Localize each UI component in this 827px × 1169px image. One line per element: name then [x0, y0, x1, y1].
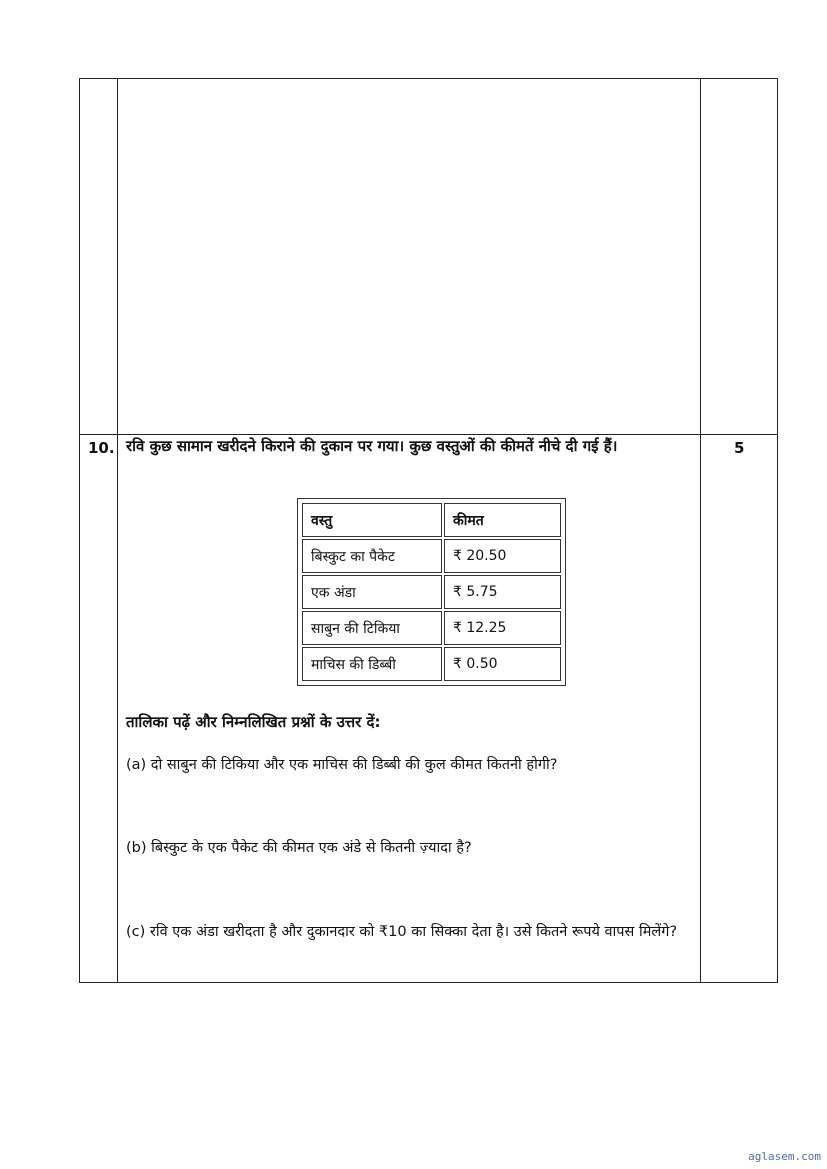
item-name: माचिस की डिब्बी [302, 647, 442, 681]
subquestion-b: (b) बिस्कुट के एक पैकेट की कीमत एक अंडे से कितनी ज़्यादा है? [126, 840, 472, 856]
question-number: 10. [88, 439, 115, 457]
item-price: ₹ 20.50 [444, 539, 561, 573]
table-row [302, 539, 561, 573]
instruction: तालिका पढ़ें और निम्नलिखित प्रश्नों के उत्तर दें: [126, 713, 381, 731]
item-name: बिस्कुट का पैकेट [302, 539, 442, 573]
column-divider-right [700, 79, 701, 982]
header-price: कीमत [444, 503, 561, 537]
item-price: ₹ 0.50 [444, 647, 561, 681]
question-table [79, 78, 778, 983]
subquestion-c: (c) रवि एक अंडा खरीदता है और दुकानदार को ₹10 का सिक्का देता है। उसे कितने रूपये वापस मिलेंगे? [126, 924, 678, 940]
question-text: रवि कुछ सामान खरीदने किराने की दुकान पर गया। कुछ वस्तुओं की कीमतें नीचे दी गई हैं। [126, 437, 618, 455]
item-name: एक अंडा [302, 575, 442, 609]
table-row [302, 647, 561, 681]
table-row [302, 611, 561, 645]
row-divider [80, 434, 777, 435]
subquestion-a: (a) दो साबुन की टिकिया और एक माचिस की डिब्बी की कुल कीमत कितनी होगी? [126, 757, 558, 773]
question-marks: 5 [734, 439, 745, 457]
column-divider-left [117, 79, 118, 982]
watermark: aglasem.com [748, 1150, 821, 1163]
item-name: साबुन की टिकिया [302, 611, 442, 645]
price-table [297, 498, 566, 686]
price-table-header [302, 503, 561, 537]
table-row [302, 575, 561, 609]
item-price: ₹ 5.75 [444, 575, 561, 609]
header-item: वस्तु [302, 503, 442, 537]
item-price: ₹ 12.25 [444, 611, 561, 645]
